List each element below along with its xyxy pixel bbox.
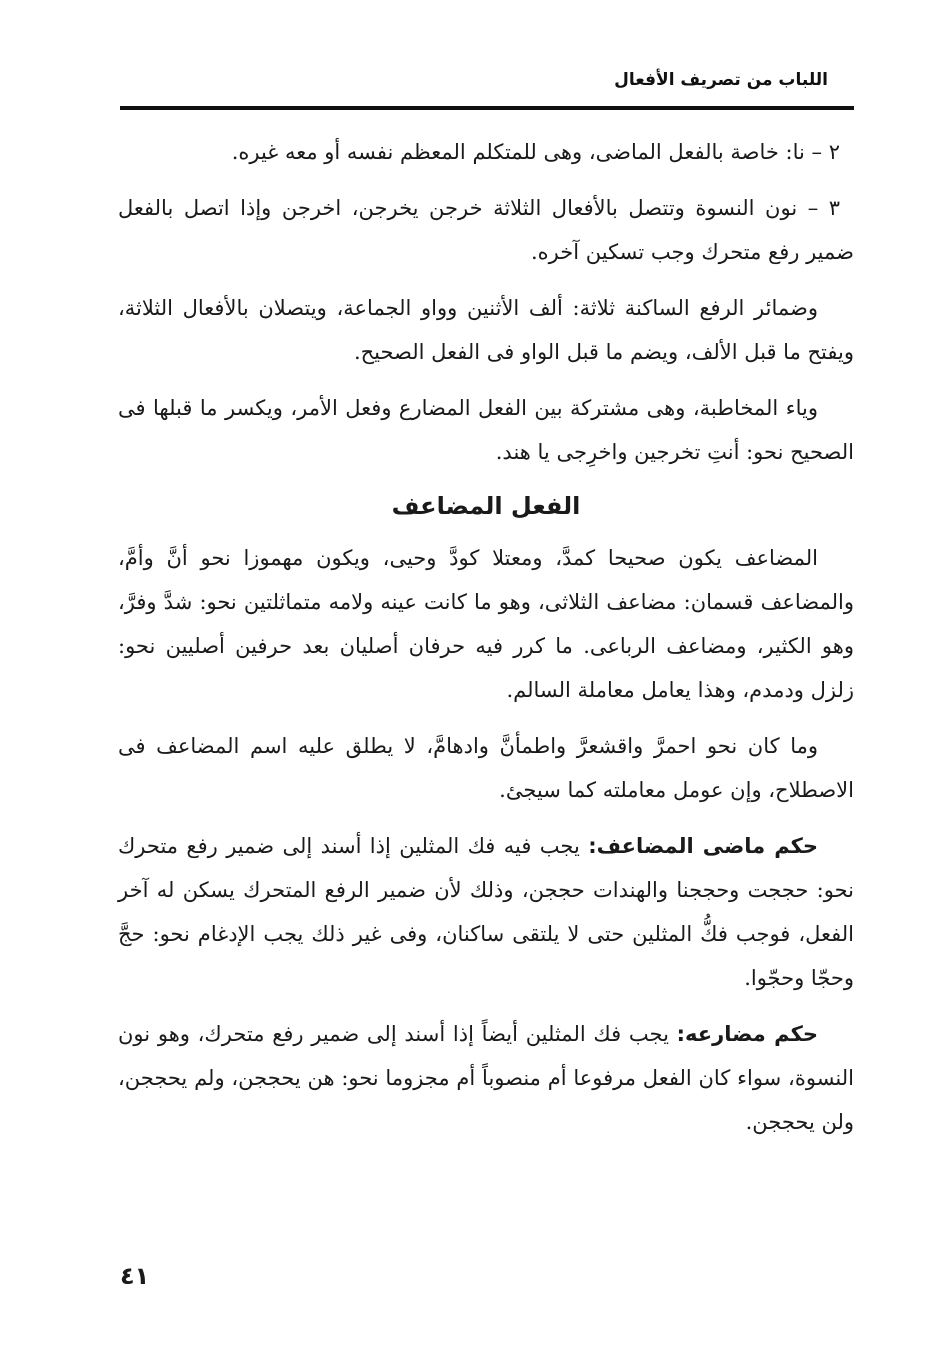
paragraph-present-rule	[118, 1012, 854, 1144]
running-header-title: اللباب من تصريف الأفعال	[614, 70, 828, 90]
paragraph-ya-mukhataba: وياء المخاطبة، وهى مشتركة بين الفعل المضارع وفعل الأمر، ويكسر ما قبلها فى الصحيح نحو: أنتِ تخرجين واخرِجى يا هند.	[118, 396, 854, 464]
paragraph-mudaaf-exception: وما كان نحو احمرَّ واقشعرَّ واطمأنَّ وادهامَّ، لا يطلق عليه اسم المضاعف فى الاصطلاح، وإن عومل معاملته كما سيجئ.	[118, 734, 854, 802]
paragraph-mudaaf-definition: المضاعف يكون صحيحا كمدَّ، ومعتلا كودَّ وحيى، ويكون مهموزا نحو أنَّ وأمَّ، والمضاعف قسمان: مضاعف الثلاثى، وهو ما كانت عينه ولامه متماثلتين نحو: شدَّ وفرَّ، وهو الكثير، ومضاعف الرباعى. ما كرر فيه حرفان أصليان بعد حرفين أصليين نحو: زلزل ودمدم، وهذا يعامل معاملة السالم.	[118, 546, 854, 702]
paragraph-past-rule	[118, 824, 854, 1000]
past-rule-heading: حكم ماضى المضاعف:	[588, 834, 819, 858]
past-rule-text: يجب فيه فك المثلين إذا أسند إلى ضمير رفع متحرك نحو: حججت وحججنا والهندات حججن، وذلك لأن ضمير الرفع المتحرك يسكن له آخر الفعل، فوجب فكُّ المثلين حتى لا يلتقى ساكنان، وفى غير ذلك يجب الإدغام نحو: حجَّ وحجّا وحجّوا.	[118, 834, 854, 990]
paragraph-item-3: ٣ – نون النسوة وتتصل بالأفعال الثلاثة خرجن يخرجن، اخرجن وإذا اتصل بالفعل ضمير رفع متحرك وجب تسكين آخره.	[118, 196, 854, 264]
paragraph-raf-pronouns: وضمائر الرفع الساكنة ثلاثة: ألف الأثنين وواو الجماعة، ويتصلان بالأفعال الثلاثة، ويفتح ما قبل الألف، ويضم ما قبل الواو فى الفعل الصحيح.	[118, 296, 854, 364]
section-heading: الفعل المضاعف	[391, 492, 581, 520]
page-body	[118, 130, 854, 1156]
page-number: ٤١	[120, 1262, 150, 1290]
present-rule-heading: حكم مضارعه:	[676, 1022, 818, 1046]
paragraph-item-2: ٢ – نا: خاصة بالفعل الماضى، وهى للمتكلم المعظم نفسه أو معه غيره.	[231, 140, 840, 164]
present-rule-text: يجب فك المثلين أيضاً إذا أسند إلى ضمير رفع متحرك، وهو نون النسوة، سواء كان الفعل مرفوعا أم منصوباً أم مجزوما نحو: هن يحججن، ولم يحججن، ولن يحججن.	[118, 1022, 854, 1134]
header-rule	[120, 106, 854, 110]
